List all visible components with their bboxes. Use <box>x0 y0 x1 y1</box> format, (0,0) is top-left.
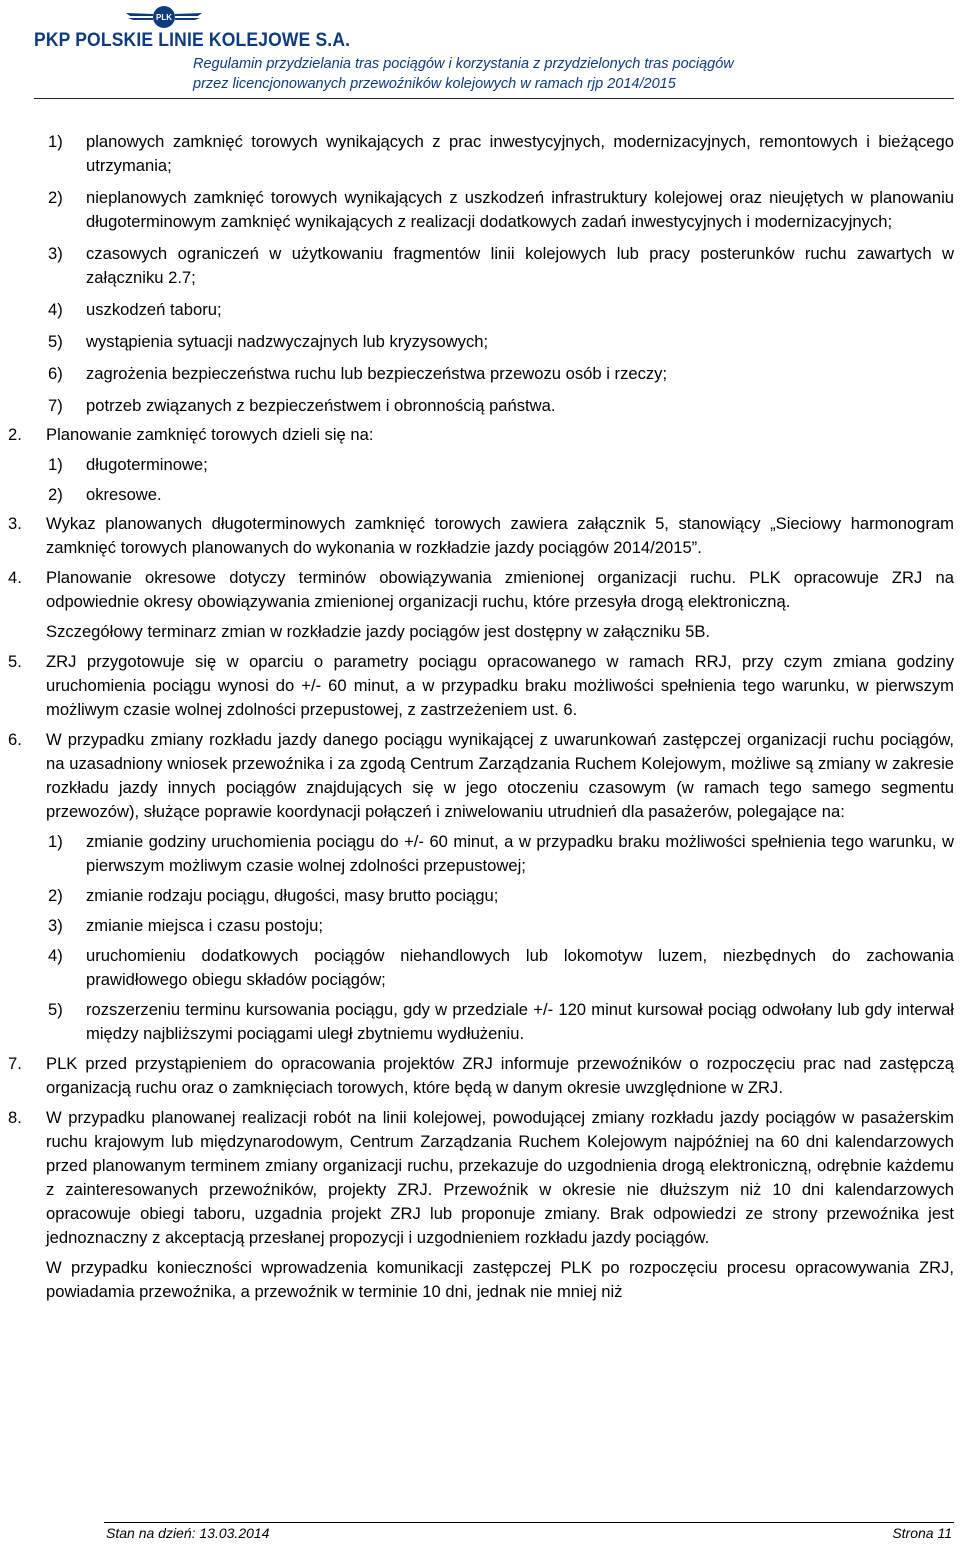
list-item <box>0 453 960 477</box>
paragraph-4 <box>0 566 960 614</box>
item-number: 4) <box>48 946 63 965</box>
list-item <box>0 884 960 908</box>
item-text: zmianie miejsca i czasu postoju; <box>86 916 324 935</box>
item-text: wystąpienia sytuacji nadzwyczajnych lub kryzysowych; <box>86 332 489 351</box>
paragraph-text: ZRJ przygotowuje się w oparciu o parametry pociągu opracowanego w ramach RRJ, przy czym zmiana godziny uruchomienia pociągu wynosi do +/- 60 minut, a w przypadku braku możliwości spełnienia tego warunku, w pierwszym możliwym czasie wolnej zdolności przepustowej, z zastrzeżeniem ust. 6. <box>46 652 954 719</box>
item-number: 1) <box>48 455 63 474</box>
company-name: PKP POLSKIE LINIE KOLEJOWE S.A. <box>34 30 351 51</box>
list-item <box>0 298 960 322</box>
paragraph-text: W przypadku zmiany rozkładu jazdy danego pociągu wynikającej z uwarunkowań zastępczej organizacji ruchu pociągów, na uzasadniony wniosek przewoźnika i za zgodą Centrum Zarządzania Ruchem Kolejowym, możliwe są zmiany w zakresie rozkładu jazdy innych pociągów znajdujących się w jego otoczeniu czasowym (w ramach tego samego segmentu przewozów), służące poprawie koordynacji połączeń i zniwelowaniu utrudnień dla pasażerów, polegające na: <box>46 730 954 821</box>
regulation-line-1: Regulamin przydzielania tras pociągów i korzystania z przydzielonych tras pociągów <box>193 56 734 72</box>
paragraph-number: 3. <box>8 514 22 533</box>
paragraph-6 <box>0 728 960 824</box>
paragraph-8 <box>0 1106 960 1250</box>
list-item <box>0 998 960 1046</box>
document-body <box>0 130 960 1304</box>
list-item <box>0 914 960 938</box>
paragraph-text: Planowanie zamknięć torowych dzieli się na: <box>46 425 374 444</box>
item-text: nieplanowych zamknięć torowych wynikających z uszkodzeń infrastruktury kolejowej oraz nieujętych w planowaniu długoterminowym zamknięć wynikających z realizacji dodatkowych zadań inwestycyjnych i modernizacyjnych; <box>86 188 954 231</box>
item-number: 6) <box>48 364 63 383</box>
paragraph-5 <box>0 650 960 722</box>
item-text: czasowych ograniczeń w użytkowaniu fragmentów linii kolejowych lub pracy posterunków ruchu zawartych w załączniku 2.7; <box>86 244 954 287</box>
paragraph-text: Wykaz planowanych długoterminowych zamknięć torowych zawiera załącznik 5, stanowiący „Sieciowy harmonogram zamknięć torowych planowanych do wykonania w rozkładzie jazdy pociągów 2014/2015”. <box>46 514 954 557</box>
list-item <box>0 394 960 418</box>
item-number: 3) <box>48 916 63 935</box>
item-text: uszkodzeń taboru; <box>86 300 222 319</box>
regulation-title <box>193 54 734 94</box>
plk-logo-icon <box>124 4 204 30</box>
paragraph-number: 5. <box>8 652 22 671</box>
paragraph-8-continuation: W przypadku konieczności wprowadzenia komunikacji zastępczej PLK po rozpoczęciu procesu opracowywania ZRJ, powiadamia przewoźnika, a przewoźnik w terminie 10 dni, jednak nie mniej niż <box>46 1258 954 1301</box>
item-text: zmianie godziny uruchomienia pociągu do +/- 60 minut, a w przypadku braku możliwości spełnienia tego warunku, w pierwszym możliwym czasie wolnej zdolności przepustowej; <box>86 832 954 875</box>
item-number: 1) <box>48 832 63 851</box>
item-number: 2) <box>48 188 63 207</box>
list-item <box>0 186 960 234</box>
item-text: planowych zamknięć torowych wynikających z prac inwestycyjnych, modernizacyjnych, remontowych i bieżącego utrzymania; <box>86 132 954 175</box>
paragraph-number: 7. <box>8 1054 22 1073</box>
list-item <box>0 830 960 878</box>
list-item <box>0 483 960 507</box>
paragraph-2 <box>0 423 960 447</box>
paragraph-number: 2. <box>8 425 22 444</box>
page-header <box>0 0 960 100</box>
footer-date: Stan na dzień: 13.03.2014 <box>106 1525 270 1541</box>
paragraph-number: 8. <box>8 1108 22 1127</box>
item-text: długoterminowe; <box>86 455 208 474</box>
item-number: 4) <box>48 300 63 319</box>
item-text: okresowe. <box>86 485 162 504</box>
item-text: zmianie rodzaju pociągu, długości, masy brutto pociągu; <box>86 886 499 905</box>
paragraph-text: W przypadku planowanej realizacji robót na linii kolejowej, powodującej zmiany rozkładu jazdy pociągów w pasażerskim ruchu krajowym lub międzynarodowym, Centrum Zarządzania Ruchem Kolejowym najpóźniej na 60 dni kalendarzowych przed planowanym terminem zmiany organizacji ruchu, przekazuje do uzgodnienia drogą elektroniczną, odrębnie każdemu z zainteresowanych przewoźników, projekty ZRJ. Przewoźnik w okresie nie dłuższym niż 10 dni kalendarzowych opracowuje obiegi taboru, uzgadnia projekt ZRJ lub proponuje zmiany. Brak odpowiedzi ze strony przewoźnika jest jednoznaczny z akceptacją przesłanej propozycji i uzgodnieniem rozkładu jazdy pociągów. <box>46 1108 954 1247</box>
item-text: zagrożenia bezpieczeństwa ruchu lub bezpieczeństwa przewozu osób i rzeczy; <box>86 364 668 383</box>
logo-text: PLK <box>156 13 172 22</box>
item-number: 3) <box>48 244 63 263</box>
regulation-line-2: przez licencjonowanych przewoźników kolejowych w ramach rjp 2014/2015 <box>193 76 676 92</box>
item-number: 7) <box>48 396 63 415</box>
item-number: 5) <box>48 332 63 351</box>
footer-page-number: Strona 11 <box>892 1525 952 1541</box>
paragraph-7 <box>0 1052 960 1100</box>
item-number: 5) <box>48 1000 63 1019</box>
paragraph-text: Planowanie okresowe dotyczy terminów obowiązywania zmienionej organizacji ruchu. PLK opracowuje ZRJ na odpowiednie okresy obowiązywania zmienionej organizacji ruchu, które przesyła drogą elektroniczną. <box>46 568 954 611</box>
item-text: rozszerzeniu terminu kursowania pociągu, gdy w przedziale +/- 120 minut kursował pociąg odwołany lub gdy interwał między najbliższymi pociągami uległ zbytniemu wydłużeniu. <box>86 1000 954 1043</box>
paragraph-number: 6. <box>8 730 22 749</box>
footer-divider <box>104 1522 954 1523</box>
header-divider <box>34 98 954 99</box>
paragraph-number: 4. <box>8 568 22 587</box>
list-item <box>0 242 960 290</box>
list-item <box>0 944 960 992</box>
paragraph-text: PLK przed przystąpieniem do opracowania projektów ZRJ informuje przewoźników o rozpoczęciu prac nad zastępczą organizacją ruchu oraz o zamknięciach torowych, które będą w danym okresie uwzględnione w ZRJ. <box>46 1054 954 1097</box>
paragraph-3 <box>0 512 960 560</box>
list-item <box>0 330 960 354</box>
list-item <box>0 130 960 178</box>
list-item <box>0 362 960 386</box>
item-text: uruchomieniu dodatkowych pociągów niehandlowych lub lokomotyw luzem, niezbędnych do zachowania prawidłowego obiegu składów pociągów; <box>86 946 954 989</box>
item-number: 2) <box>48 886 63 905</box>
item-text: potrzeb związanych z bezpieczeństwem i obronnością państwa. <box>86 396 556 415</box>
item-number: 2) <box>48 485 63 504</box>
item-number: 1) <box>48 132 63 151</box>
paragraph-4-note: Szczegółowy terminarz zmian w rozkładzie jazdy pociągów jest dostępny w załączniku 5B. <box>46 622 711 641</box>
